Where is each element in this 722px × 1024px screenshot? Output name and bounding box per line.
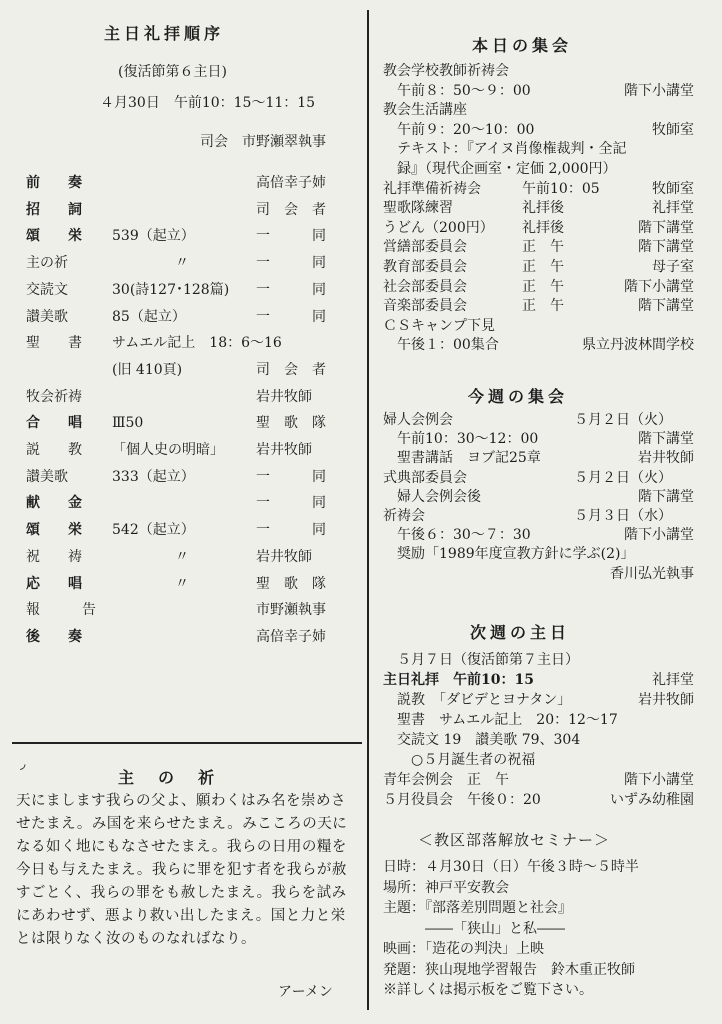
week-time: ５月２日（火） <box>574 412 672 428</box>
column-divider <box>367 10 369 1010</box>
week-line: 午前10：30～12：00 <box>383 431 539 448</box>
today-line: 録』（現代企画室・定価 2,000円） <box>383 161 617 177</box>
week-place: 階下講堂 <box>638 431 694 448</box>
today-line: 聖歌隊練習 <box>383 200 453 217</box>
worship-person: 一 同 <box>256 308 326 325</box>
next-place: いずみ幼稚園 <box>610 792 694 808</box>
today-place: 礼拝堂 <box>652 200 694 217</box>
worship-item: 応 唱 <box>26 575 82 592</box>
seminar-line: 主題：『部落差別問題と社会』 <box>383 900 572 916</box>
today-time: 礼拝後 <box>522 219 564 236</box>
today-time: 正 午 <box>522 298 564 315</box>
worship-item: 前 奏 <box>26 175 82 191</box>
next-line: ○５月誕生者の祝福 <box>383 752 536 768</box>
prayer-text: 天にまします我らの父よ、願わくはみ名を崇めさせたまえ。み国を来らせたまえ。みこころの天になる如く地にもなさせたまえ。我らの日用の糧を今日も与えたまえ。我らに罪を犯す者を我らが赦すごとく、我らの罪をも赦したまえ。我らを試みにあわせず、悪より救い出したまえ。国と力と栄とは限りなく汝のものなればなり。 <box>16 793 348 947</box>
today-time: 礼拝後 <box>522 200 564 217</box>
worship-item: 主の祈 <box>26 255 68 272</box>
today-title: 本日の集会 <box>472 36 573 55</box>
week-line: 式典部委員会 <box>383 469 467 486</box>
today-line: 午後１：00集合 <box>383 337 499 354</box>
next-place: 礼拝堂 <box>652 672 694 688</box>
next-line: 主日礼拝 午前10：15 <box>383 672 534 688</box>
week-place: 香川弘光執事 <box>610 565 694 582</box>
next-place: 階下小講堂 <box>624 772 694 788</box>
seminar-line: ――「狭山」と私―― <box>383 920 565 937</box>
worship-detail: 85（起立） <box>112 308 186 325</box>
prayer-mark-icon: ◞ <box>20 756 26 772</box>
seminar-line: 日時：４月30日（日）午後３時～５時半 <box>383 859 639 875</box>
today-line: うどん（200円） <box>383 219 494 236</box>
worship-detail: 542（起立） <box>112 522 195 539</box>
today-place: 牧師室 <box>652 121 694 138</box>
next-line: ５月役員会 午後０：20 <box>383 792 541 808</box>
worship-detail: サムエル記上 18：6～16 <box>112 335 282 352</box>
next-line: ５月７日（復活節第７主日） <box>383 652 579 668</box>
worship-person: 高倍幸子姉 <box>256 175 326 191</box>
week-line: 婦人会例会 <box>383 412 453 428</box>
worship-subtitle: (復活節第６主日) <box>118 64 227 80</box>
worship-person: 一 同 <box>256 255 326 272</box>
worship-person: 高倍幸子姉 <box>256 628 326 645</box>
next-line: 交読文 19 讃美歌 79、304 <box>383 732 581 748</box>
today-time: 正 午 <box>522 278 564 295</box>
prayer-amen: アーメン <box>278 984 333 1000</box>
worship-person: 司 会 者 <box>256 361 326 378</box>
worship-datetime: ４月30日 午前10：15～11：15 <box>100 95 316 111</box>
week-line: 午後６：30～７：30 <box>383 527 531 544</box>
seminar-line: 場所：神戸平安教会 <box>383 879 509 896</box>
worship-person: 一 同 <box>256 228 326 245</box>
worship-detail: (旧 410頁) <box>112 361 183 378</box>
seminar-line: ※詳しくは掲示板をご覧下さい。 <box>383 982 593 998</box>
worship-person: 岩井牧師 <box>256 388 312 405</box>
worship-item: 牧会祈祷 <box>26 388 82 405</box>
section-divider <box>12 742 362 744</box>
worship-person: 聖 歌 隊 <box>256 415 326 432</box>
week-line: 奨励「1989年度宣教方針に学ぶ(2)」 <box>383 546 635 563</box>
worship-detail: 333（起立） <box>112 468 195 485</box>
week-time: ５月２日（火） <box>574 469 672 486</box>
week-line: 聖書講話 ヨブ記25章 <box>383 450 541 467</box>
seminar-title: ＜教区部落解放セミナー＞ <box>418 831 611 849</box>
worship-person: 一 同 <box>256 468 326 485</box>
seminar-line: 発題：狭山現地学習報告 鈴木重正牧師 <box>383 961 635 978</box>
today-place: 階下講堂 <box>638 298 694 315</box>
worship-presider: 司会 市野瀬翠執事 <box>200 134 326 150</box>
worship-detail: 「個人史の明暗」 <box>112 442 224 458</box>
today-line: 社会部委員会 <box>383 278 467 295</box>
worship-person: 聖 歌 隊 <box>256 575 326 592</box>
today-line: 礼拝準備祈祷会 <box>383 180 481 197</box>
worship-detail: 〃 <box>175 548 189 565</box>
next-place: 岩井牧師 <box>638 692 694 708</box>
worship-person: 市野瀬執事 <box>256 602 326 619</box>
worship-detail: 〃 <box>175 575 189 592</box>
today-line: 午前８：50～９：00 <box>383 82 531 99</box>
today-line: 教会学校教師祈祷会 <box>383 63 509 79</box>
worship-item: 後 奏 <box>26 628 82 645</box>
next-line: 聖書 サムエル記上 20：12～17 <box>383 712 618 728</box>
week-line: 婦人会例会後 <box>383 488 481 505</box>
prayer-title: 主 の 祈 <box>118 768 219 787</box>
today-time: 正 午 <box>522 239 564 256</box>
worship-person: 岩井牧師 <box>256 442 312 458</box>
today-place: 階下小講堂 <box>624 278 694 295</box>
today-place: 階下小講堂 <box>624 82 694 99</box>
worship-item: 聖 書 <box>26 335 82 352</box>
week-place: 階下講堂 <box>638 488 694 505</box>
today-time: 正 午 <box>522 259 564 275</box>
today-line: 教育部委員会 <box>383 259 467 275</box>
today-line: 午前９：20～10：00 <box>383 121 535 138</box>
worship-title: 主日礼拝順序 <box>104 24 225 43</box>
worship-person: 一 同 <box>256 281 326 298</box>
worship-item: 説 教 <box>26 442 82 458</box>
today-line: 教会生活講座 <box>383 102 467 119</box>
worship-item: 報 告 <box>26 602 96 619</box>
worship-person: 岩井牧師 <box>256 548 312 565</box>
today-line: ＣＳキャンプ下見 <box>383 317 495 334</box>
worship-item: 頌 栄 <box>26 228 82 245</box>
today-place: 牧師室 <box>652 180 694 197</box>
worship-detail: 30(詩127･128篇) <box>112 281 230 298</box>
today-time: 午前10：05 <box>522 180 600 197</box>
worship-item: 献 金 <box>26 495 82 512</box>
seminar-line: 映画：「造花の判決」上映 <box>383 941 544 957</box>
worship-detail: 539（起立） <box>112 228 195 245</box>
today-place: 階下講堂 <box>638 239 694 256</box>
worship-detail: 〃 <box>175 255 189 272</box>
worship-detail: Ⅲ50 <box>112 415 144 432</box>
today-place: 階下講堂 <box>638 219 694 236</box>
today-place: 母子室 <box>652 259 694 275</box>
today-line: テキスト：『アイヌ肖像権裁判・全記 <box>383 141 627 158</box>
worship-person: 一 同 <box>256 522 326 539</box>
worship-item: 讃美歌 <box>26 308 68 325</box>
week-place: 階下小講堂 <box>624 527 694 544</box>
worship-item: 招 詞 <box>26 201 82 218</box>
week-time: ５月３日（水） <box>574 508 672 524</box>
today-place: 県立丹波林間学校 <box>582 337 694 354</box>
worship-item: 合 唱 <box>26 415 82 432</box>
next-line: 青年会例会 正 午 <box>383 772 509 788</box>
worship-person: 司 会 者 <box>256 201 326 218</box>
week-line: 祈祷会 <box>383 508 425 524</box>
worship-item: 頌 栄 <box>26 522 82 539</box>
week-place: 岩井牧師 <box>638 450 694 467</box>
worship-person: 一 同 <box>256 495 326 512</box>
worship-item: 祝 祷 <box>26 548 82 565</box>
today-line: 営繕部委員会 <box>383 239 467 256</box>
today-line: 音楽部委員会 <box>383 298 467 315</box>
worship-item: 交読文 <box>26 281 68 298</box>
next-line: 説教 「ダビデとヨナタン」 <box>383 692 572 708</box>
week-title: 今週の集会 <box>468 387 569 406</box>
worship-item: 讃美歌 <box>26 468 68 485</box>
next-title: 次週の主日 <box>470 623 571 642</box>
